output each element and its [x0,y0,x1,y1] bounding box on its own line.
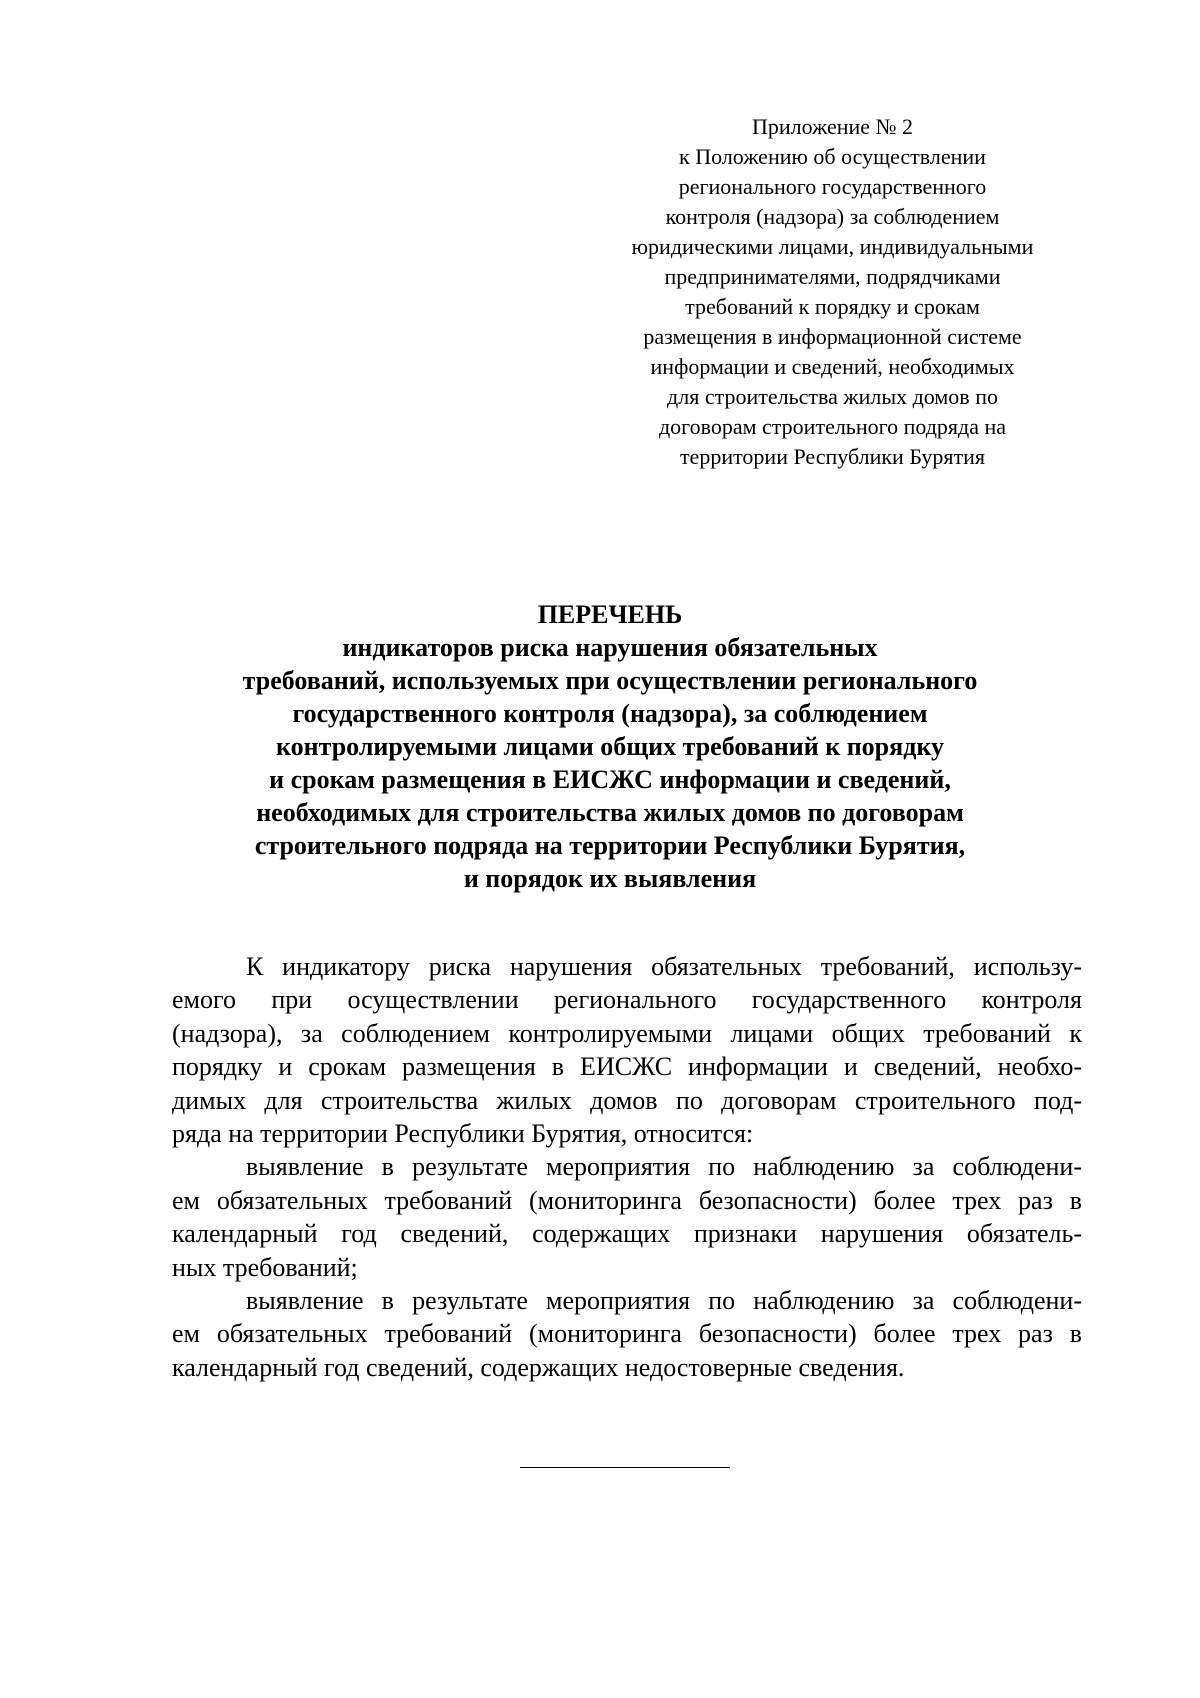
document-heading [160,598,1060,895]
heading-subtitle-line: государственного контроля (надзора), за соблюдением [292,699,928,728]
paragraph-line: ем обязательных требований (мониторинга безопасности) более трех раз в [172,1319,1082,1349]
paragraph-line: выявление в результате мероприятия по наблюдению за соблюдени- [246,1286,1082,1316]
heading-subtitle-line: и порядок их выявления [463,864,757,893]
appendix-line: размещения в информационной системе [643,324,1022,349]
appendix-line: информации и сведений, необходимых [650,354,1015,379]
heading-subtitle-line: контролируемыми лицами общих требований к порядку [276,732,944,761]
appendix-line: Приложение № 2 [751,114,914,139]
appendix-line: для строительства жилых домов по [667,384,998,409]
appendix-block [605,112,1060,472]
heading-subtitle-line: индикаторов риска нарушения обязательных [342,633,878,662]
appendix-line: территории Республики Бурятия [679,444,986,469]
heading-title: ПЕРЕЧЕНЬ [537,600,683,629]
appendix-line: предпринимателями, подрядчиками [664,264,1001,289]
paragraph-line: К индикатору риска нарушения обязательных требований, использу- [246,952,1082,981]
body-text [172,950,1082,1384]
heading-subtitle-line: и срокам размещения в ЕИСЖС информации и сведений, [269,765,951,794]
paragraph-line: ряда на территории Республики Бурятия, относится: [172,1119,754,1149]
appendix-line: договорам строительного подряда на [658,414,1007,439]
appendix-line: требований к порядку и срокам [685,294,980,319]
paragraph-line: выявление в результате мероприятия по наблюдению за соблюдени- [246,1152,1082,1182]
paragraph-indicator-2 [172,1284,1082,1384]
appendix-line: регионального государственного [678,174,987,199]
paragraph-line: календарный год сведений, содержащих недостоверные сведения. [172,1352,905,1382]
heading-subtitle-line: требований, используемых при осуществлении регионального [242,666,978,695]
paragraph-line: димых для строительства жилых домов по договорам строительного под- [172,1085,1082,1115]
heading-subtitle-line: строительного подряда на территории Республики Бурятия, [254,831,966,860]
heading-subtitle-line: необходимых для строительства жилых домов по договорам [256,798,964,827]
paragraph-line: календарный год сведений, содержащих признаки нарушения обязатель- [172,1219,1082,1249]
paragraph-indicator-1 [172,1150,1082,1284]
paragraph-line: ных требований; [172,1252,358,1282]
appendix-line: к Положению об осуществлении [679,144,986,169]
paragraph-line: ем обязательных требований (мониторинга безопасности) более трех раз в [172,1185,1082,1215]
paragraph-line: порядку и срокам размещения в ЕИСЖС информации и сведений, необхо- [172,1052,1082,1082]
appendix-line: контроля (надзора) за соблюдением [665,204,1000,229]
paragraph-line: емого при осуществлении регионального государственного контроля [172,985,1082,1015]
appendix-line: юридическими лицами, индивидуальными [631,234,1034,259]
paragraph-line: (надзора), за соблюдением контролируемыми лицами общих требований к [172,1018,1082,1048]
paragraph-intro [172,950,1082,1150]
end-separator-line [520,1467,730,1468]
